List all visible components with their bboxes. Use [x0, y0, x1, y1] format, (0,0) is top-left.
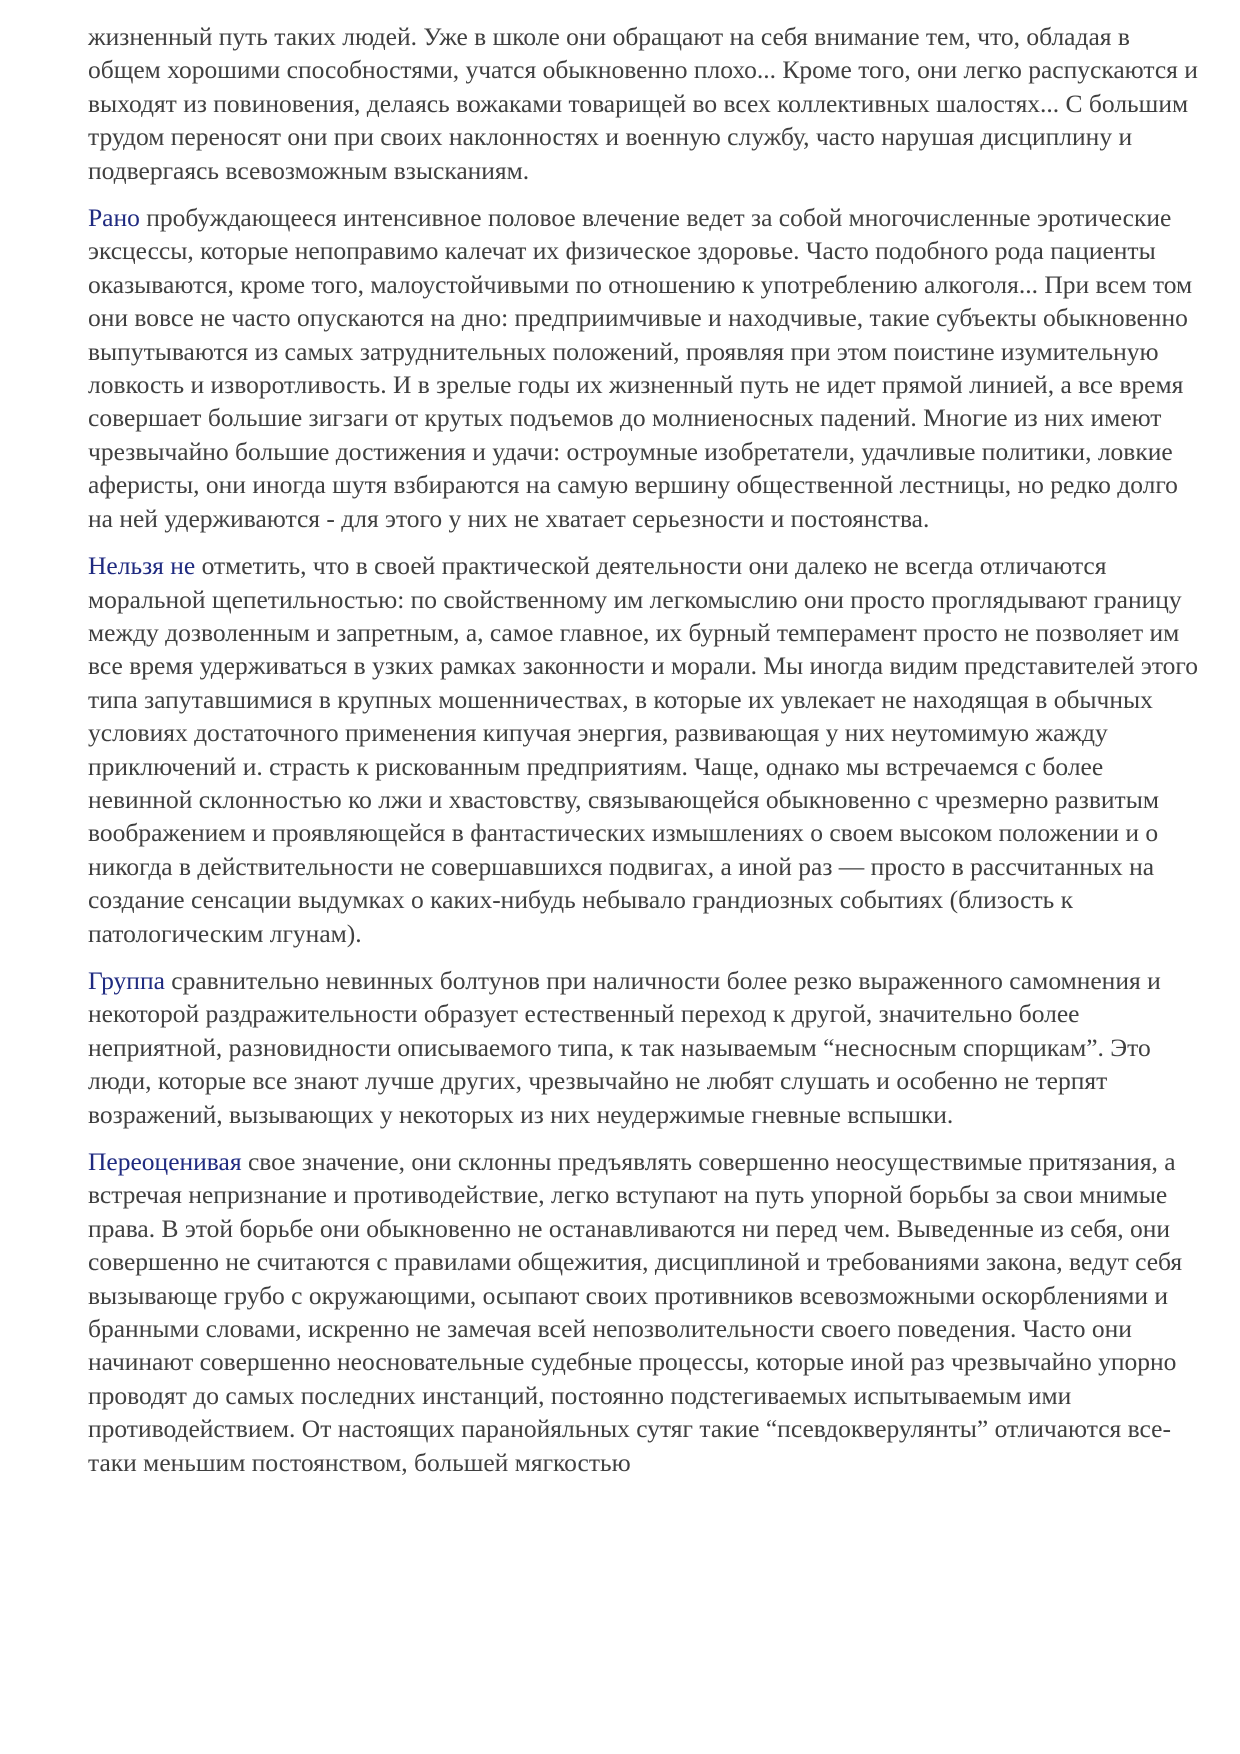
paragraph-5: [88, 1145, 1200, 1479]
paragraph-3: [88, 549, 1200, 950]
paragraph-1: [88, 20, 1200, 187]
paragraph-lead: Нельзя не: [88, 551, 196, 581]
paragraph-lead: Переоценивая: [88, 1147, 242, 1176]
paragraph-text: отметить, что в своей практической деятельности они далеко не всегда отличаются моральной щепетильностью: по свойственному им легкомыслию они просто проглядывают границу между дозволенным и запретным, а, самое главное, их бурный темперамент просто не позволяет им все время удерживаться в узких рамках законности и морали. Мы иногда видим представителей этого типа запутавшимися в крупных мошенничествах, в которые их увлекает не находящая в обычных условиях достаточного применения кипучая энергия, развивающая у них неутомимую жажду приключений и. страсть к рискованным предприятиям. Чаще, однако мы встречаемся с более невинной склонностью ко лжи и хвастовству, связывающейся обыкновенно с чрезмерно развитым воображением и проявляющейся в фантастических измышлениях о своем высоком положении и о никогда в действительности не совершавшихся подвигах, а иной раз — просто в рассчитанных на создание сенсации выдумках о каких-нибудь небывало грандиозных событиях (близость к патологическим лгунам).: [88, 551, 1198, 948]
paragraph-lead: Группа: [88, 965, 165, 995]
paragraph-text: пробуждающееся интенсивное половое влечение ведет за собой многочисленные эротические эксцессы, которые непоправимо калечат их физическое здоровье. Часто подобного рода пациенты оказываются, кроме того, малоустойчивыми по отношению к употреблению алкоголя... При всем том они вовсе не часто опускаются на дно: предприимчивые и находчивые, такие субъекты обыкновенно выпутываются из самых затруднительных положений, проявляя при этом поистине изумительную ловкость и изворотливость. И в зрелые годы их жизненный путь не идет прямой линией, а все время совершает большие зигзаги от крутых подъемов до молниеносных падений. Многие из них имеют чрезвычайно большие достижения и удачи: остроумные изобретатели, удачливые политики, ловкие аферисты, они иногда шутя взбираются на самую вершину общественной лестницы, но редко долго на ней удерживаются - для этого у них не хватает серьезности и постоянства.: [88, 203, 1193, 533]
paragraph-2: [88, 201, 1200, 535]
paragraph-text: жизненный путь таких людей. Уже в школе они обращают на себя внимание тем, что, обладая в общем хорошими способностями, учатся обыкновенно плохо... Кроме того, они легко распускаются и выходят из повиновения, делаясь вожаками товарищей во всех коллективных шалостях... С большим трудом переносят они при своих наклонностях и военную службу, часто нарушая дисциплину и подвергаясь всевозможным взысканиям.: [88, 22, 1198, 185]
paragraph-text: свое значение, они склонны предъявлять совершенно неосуществимые притязания, а встречая непризнание и противодействие, легко вступают на путь упорной борьбы за свои мнимые права. В этой борьбе они обыкновенно не останавливаются ни перед чем. Выведенные из себя, они совершенно не считаются с правилами общежития, дисциплиной и требованиями закона, ведут себя вызывающе грубо с окружающими, осыпают своих противников всевозможными оскорблениями и бранными словами, искренно не замечая всей непозволительности своего поведения. Часто они начинают совершенно неосновательные судебные процессы, которые иной раз чрезвычайно упорно проводят до самых последних инстанций, постоянно подстегиваемых испытываемым ими противодействием. От настоящих паранойяльных сутяг такие “псевдокверулянты” отличаются все-таки меньшим постоянством, большей мягкостью: [88, 1147, 1183, 1477]
paragraph-text: сравнительно невинных болтунов при наличности более резко выраженного самомнения и некоторой раздражительности образует естественный переход к другой, значительно более неприятной, разновидности описываемого типа, к так называемым “несносным спорщикам”. Это люди, которые все знают лучше других, чрезвычайно не любят слушать и особенно не терпят возражений, вызывающих у некоторых из них неудержимые гневные вспышки.: [88, 965, 1161, 1129]
paragraph-lead: Рано: [88, 203, 140, 233]
paragraph-4: [88, 964, 1200, 1131]
